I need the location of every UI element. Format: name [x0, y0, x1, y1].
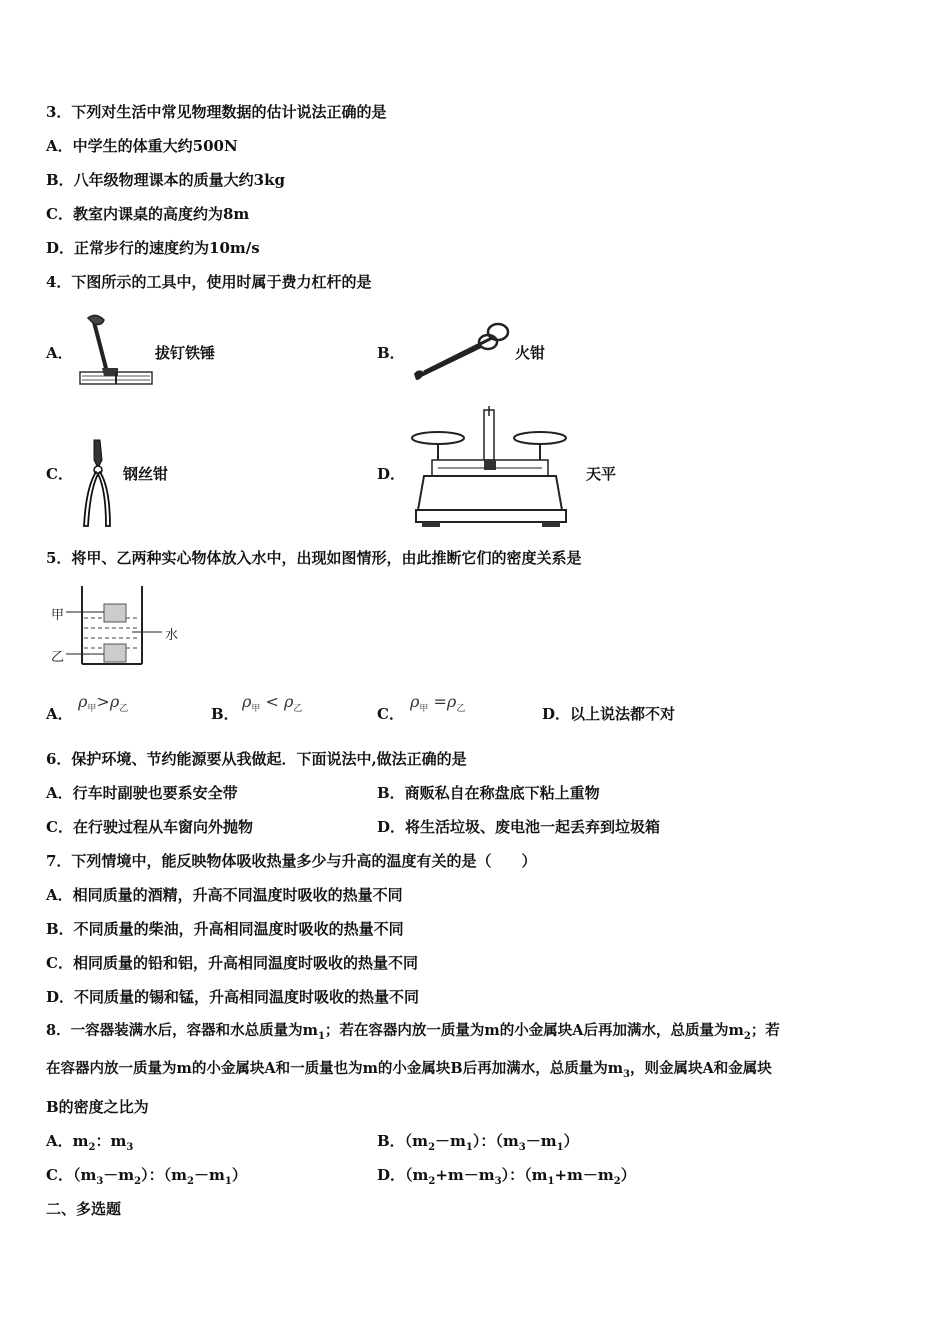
q5-option-d: D．以上说法都不对 — [542, 705, 676, 723]
q5-option-a-letter: A． — [46, 705, 73, 723]
q3-option-b: B．八年级物理课本的质量大约3kg — [46, 171, 285, 189]
q6-stem: 6．保护环境、节约能源要从我做起．下面说法中,做法正确的是 — [46, 750, 467, 768]
q4-stem: 4．下图所示的工具中，使用时属于费力杠杆的是 — [46, 273, 372, 291]
balance-scale-figure — [408, 406, 576, 528]
q4-option-c-letter: C． — [46, 465, 73, 483]
q8-stem-line1: 8．一容器装满水后，容器和水总质量为$m_1$；若在容器内放一质量为m的小金属块A后再加满水，总质量为$m_2$；若 — [46, 1022, 780, 1042]
q3-stem: 3．下列对生活中常见物理数据的估计说法正确的是 — [46, 103, 387, 121]
q5-formula-b: $\rho_甲 < \rho_乙$ — [242, 692, 303, 715]
q8-option-c: C．$(m_3-m_2)$：$(m_2-m_1)$ — [46, 1166, 247, 1187]
q4-option-b-letter: B． — [377, 344, 405, 362]
q7-stem: 7．下列情境中，能反映物体吸收热量多少与升高的温度有关的是（ ） — [46, 852, 537, 870]
q6-option-c: C．在行驶过程从车窗向外抛物 — [46, 818, 253, 836]
q6-option-a: A．行车时副驶也要系安全带 — [46, 784, 238, 802]
q4-option-d-text: 天平 — [586, 465, 617, 483]
q8-stem-line3: B的密度之比为 — [46, 1098, 149, 1116]
q6-option-b: B．商贩私自在称盘底下粘上重物 — [377, 784, 600, 802]
q4-option-a-letter: A． — [46, 344, 73, 362]
q4-option-c-text: 钢丝钳 — [123, 465, 169, 483]
q4-option-a-text: 拔钉铁锤 — [155, 344, 216, 362]
claw-hammer-figure — [78, 312, 156, 390]
q4-option-d-letter: D． — [377, 465, 406, 483]
q7-option-a: A．相同质量的酒精，升高不同温度时吸收的热量不同 — [46, 886, 403, 904]
q7-option-b: B．不同质量的柴油，升高相同温度时吸收的热量不同 — [46, 920, 404, 938]
q3-option-a: A．中学生的体重大约500N — [46, 137, 238, 155]
q5-option-c-letter: C． — [377, 705, 404, 723]
section-title-multiple-choice: 二、多选题 — [46, 1200, 122, 1218]
q3-option-c: C．教室内课桌的高度约为8m — [46, 205, 250, 223]
q5-option-b-letter: B． — [211, 705, 239, 723]
q8-option-d: D．$(m_2+m-m_3)$：$(m_1+m-m_2)$ — [377, 1166, 636, 1187]
q3-option-d: D．正常步行的速度约为10m/s — [46, 239, 260, 257]
q5-formula-c: $\rho_甲 =\rho_乙$ — [410, 692, 466, 715]
q8-option-a: A．$m_2$：$m_3$ — [46, 1132, 134, 1153]
pliers-figure — [78, 438, 118, 530]
q4-option-b-text: 火钳 — [515, 344, 546, 362]
label-yi: 乙 — [51, 650, 65, 665]
q7-option-c: C．相同质量的铅和铝，升高相同温度时吸收的热量不同 — [46, 954, 418, 972]
q8-option-b: B．$(m_2-m_1)$：$(m_3-m_1)$ — [377, 1132, 579, 1153]
q5-stem: 5．将甲、乙两种实心物体放入水中，出现如图情形，由此推断它们的密度关系是 — [46, 549, 582, 567]
q5-formula-a: $\rho_甲>\rho_乙$ — [78, 692, 129, 715]
label-jia: 甲 — [51, 608, 65, 623]
q7-option-d: D．不同质量的锡和锰，升高相同温度时吸收的热量不同 — [46, 988, 420, 1006]
label-water: 水 — [165, 628, 179, 643]
fire-tongs-figure — [408, 318, 514, 386]
q8-stem-line2: 在容器内放一质量为m的小金属块A和一质量也为m的小金属块B后再加满水，总质量为$m_3$，则金属块A和金属块 — [46, 1060, 772, 1080]
q6-option-d: D．将生活垃圾、废电池一起丢弃到垃圾箱 — [377, 818, 661, 836]
